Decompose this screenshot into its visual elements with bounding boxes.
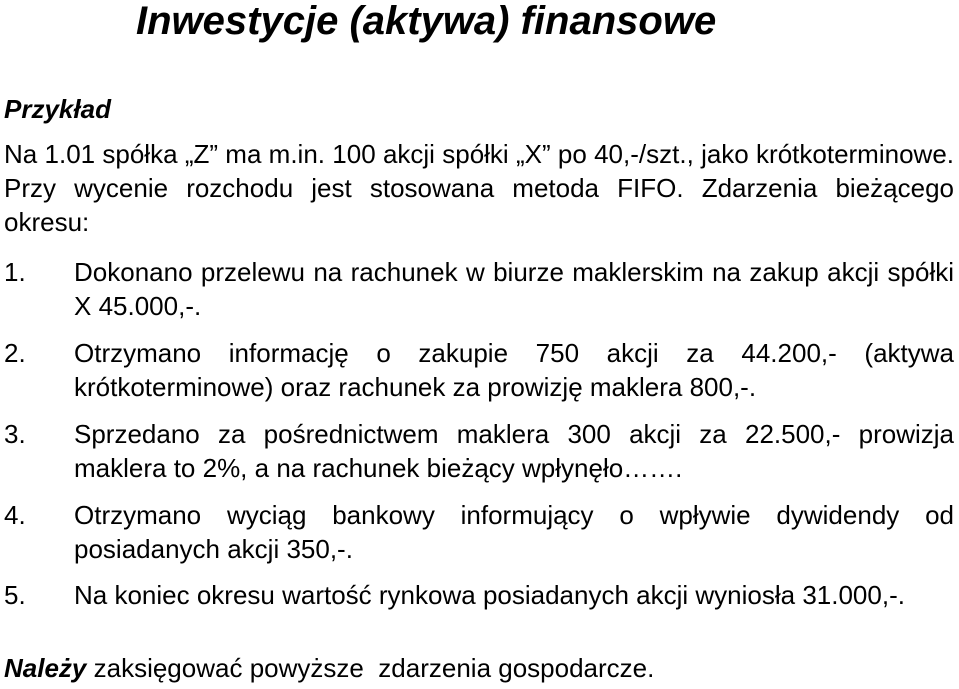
intro-paragraph: Na 1.01 spółka „Z” ma m.in. 100 akcji spółki „X” po 40,-/szt., jako krótkoterminowe. Przy wycenie rozchodu jest stosowana metoda FIFO. Zdarzenia bieżącego okresu: [4, 139, 954, 237]
event-item-3 [4, 417, 954, 485]
event-text: Sprzedano za pośrednictwem maklera 300 akcji za 22.500,- prowizja maklera to 2%, a na rachunek bieżący wpłynęło……. [74, 419, 954, 483]
closing-instruction [4, 651, 954, 685]
event-number: 1. [4, 257, 26, 287]
slide-title: Inwestycje (aktywa) finansowe [136, 0, 717, 43]
event-number: 5. [4, 580, 26, 610]
event-number: 3. [4, 419, 26, 449]
closing-text: zaksięgować powyższe zdarzenia gospodarcze. [86, 653, 655, 683]
event-item-5 [4, 578, 954, 612]
event-number: 2. [4, 338, 26, 368]
event-item-4 [4, 498, 954, 566]
event-text: Dokonano przelewu na rachunek w biurze maklerskim na zakup akcji spółki X 45.000,-. [74, 257, 954, 321]
example-heading: Przykład [4, 94, 111, 124]
event-text: Na koniec okresu wartość rynkowa posiadanych akcji wyniosła 31.000,-. [74, 580, 905, 610]
event-text: Otrzymano wyciąg bankowy informujący o wpływie dywidendy od posiadanych akcji 350,-. [74, 500, 954, 564]
event-number: 4. [4, 500, 26, 530]
event-item-2 [4, 336, 954, 404]
event-item-1 [4, 255, 954, 323]
closing-emphasis: Należy [4, 653, 87, 683]
event-text: Otrzymano informację o zakupie 750 akcji za 44.200,- (aktywa krótkoterminowe) oraz rachunek za prowizję maklera 800,-. [74, 338, 954, 402]
